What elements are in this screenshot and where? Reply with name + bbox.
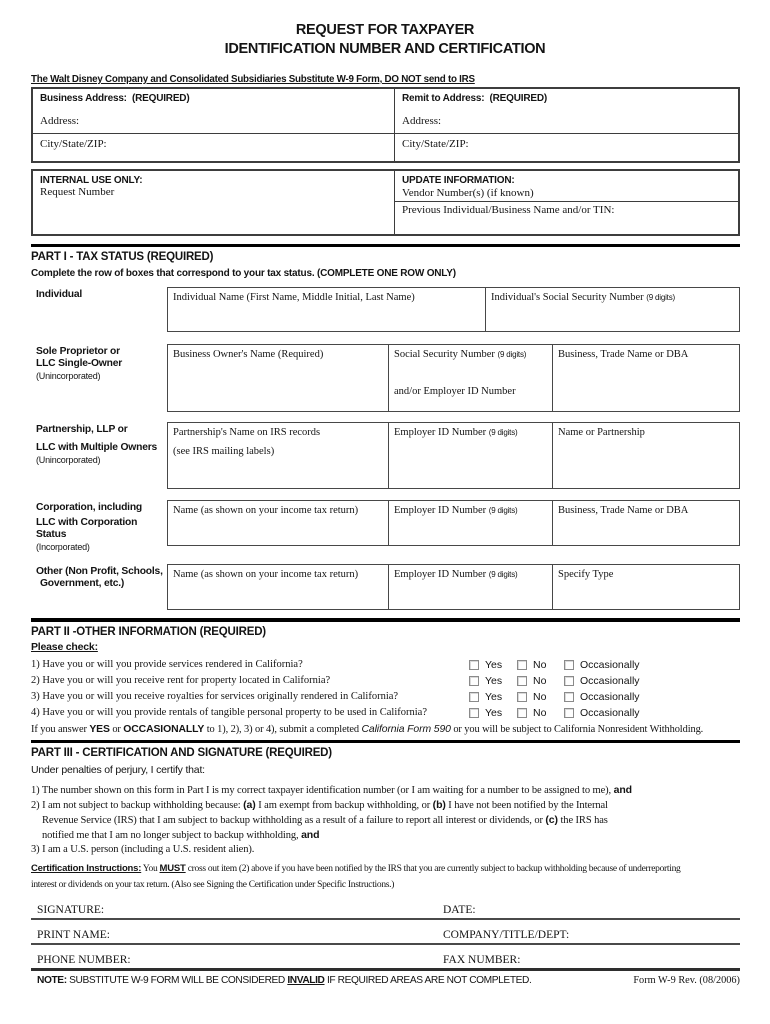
ssn-digits-note: (9 digits) — [646, 293, 675, 302]
footer-row — [31, 975, 740, 986]
partnership-label-line2: LLC with Multiple Owners — [36, 442, 158, 453]
question-row-1 — [31, 657, 740, 673]
please-check-label: Please check: — [31, 641, 98, 653]
business-address-section — [33, 89, 395, 161]
question-row-4 — [31, 705, 740, 721]
update-information-header: UPDATE INFORMATION: — [402, 175, 515, 186]
business-city-label: City/State/ZIP: — [40, 138, 107, 150]
question-1-text: 1) Have you or will you provide services rendered in California? — [31, 659, 303, 670]
form-title — [0, 21, 770, 59]
no-label: No — [533, 707, 547, 719]
q2-no-checkbox[interactable] — [517, 676, 527, 686]
certification-instructions-line2: interest or dividends on your tax return. (Also see Signing the Certification under Specific Instructions.) — [31, 880, 395, 890]
other-name-field[interactable]: Name (as shown on your income tax return) — [168, 565, 389, 609]
certify-item-1: 1) The number shown on this form in Part I is my correct taxpayer identification number (or I am waiting for a number to be assigned to me), and — [31, 784, 632, 796]
individual-name-field[interactable]: Individual Name (First Name, Middle Initial, Last Name) — [168, 288, 486, 331]
part2-divider — [31, 618, 740, 622]
ein-digits-note: (9 digits) — [488, 506, 518, 515]
sole-proprietor-label-line1: Sole Proprietor or — [36, 346, 120, 357]
other-label-line2: Government, etc.) — [40, 578, 125, 589]
sole-proprietor-ssn-ein-field[interactable]: Social Security Number (9 digits) and/or Employer ID Number — [389, 345, 553, 411]
remit-address-header: Remit to Address: — [402, 93, 485, 104]
certify-item-2-line3: notified me that I am no longer subject to backup withholding, and — [42, 829, 320, 841]
individual-ssn-field[interactable]: Individual's Social Security Number (9 digits) — [491, 292, 675, 303]
part3-intro: Under penalties of perjury, I certify that: — [31, 764, 205, 776]
fax-number-label: FAX NUMBER: — [443, 954, 521, 966]
partnership-name-field[interactable]: Partnership's Name on IRS records (see IRS mailing labels) — [168, 423, 389, 488]
remit-address-field[interactable] — [395, 89, 738, 133]
corporation-sublabel: (Incorporated) — [36, 542, 90, 552]
corporation-ein-field[interactable]: Employer ID Number (9 digits) — [389, 501, 553, 545]
partnership-ein-field[interactable]: Employer ID Number (9 digits) — [389, 423, 553, 488]
invalid-note: NOTE: SUBSTITUTE W-9 FORM WILL BE CONSIDERED INVALID IF REQUIRED AREAS ARE NOT COMPLETED. — [37, 975, 532, 986]
question-2-text: 2) Have you or will you receive rent for property located in California? — [31, 675, 331, 686]
q2-occasionally-checkbox[interactable] — [564, 676, 574, 686]
yes-label: Yes — [485, 659, 503, 671]
part1-divider — [31, 244, 740, 247]
part2-footnote: If you answer YES or OCCASIONALLY to 1), 2), 3) or 4), submit a completed California Form 590 or you will be subject to California Nonresident Withholding. — [31, 724, 704, 735]
request-number-label: Request Number — [40, 186, 115, 198]
no-label: No — [533, 659, 547, 671]
q3-yes-checkbox[interactable] — [469, 692, 479, 702]
phone-fax-row[interactable] — [31, 945, 740, 971]
part1-subheading: Complete the row of boxes that correspond to your tax status. (COMPLETE ONE ROW ONLY) — [31, 268, 456, 279]
q3-occasionally-checkbox[interactable] — [564, 692, 574, 702]
part1-row-partnership — [31, 422, 740, 489]
update-information-section — [395, 171, 738, 234]
no-label: No — [533, 691, 547, 703]
question-row-3 — [31, 689, 740, 705]
sole-proprietor-label-line2: LLC Single-Owner — [36, 358, 123, 369]
business-address-label: Address: — [40, 115, 80, 127]
vendor-number-field[interactable]: Vendor Number(s) (if known) — [395, 186, 738, 202]
question-row-2 — [31, 673, 740, 689]
q1-occasionally-checkbox[interactable] — [564, 660, 574, 670]
part3-divider — [31, 740, 740, 743]
remit-address-required: (REQUIRED) — [489, 93, 547, 104]
occasionally-label: Occasionally — [580, 675, 640, 687]
form-revision: Form W-9 Rev. (08/2006) — [633, 975, 740, 986]
remit-address-section — [395, 89, 738, 161]
part3-heading: PART III - CERTIFICATION AND SIGNATURE (REQUIRED) — [31, 747, 332, 759]
partnership-sublabel: (Unincorporated) — [36, 455, 101, 465]
internal-use-field[interactable] — [33, 171, 395, 234]
corporation-label-line1: Corporation, including — [36, 502, 142, 513]
q2-yes-checkbox[interactable] — [469, 676, 479, 686]
part1-row-individual — [31, 287, 740, 332]
business-owner-name-field[interactable]: Business Owner's Name (Required) — [168, 345, 389, 411]
certify-item-2-line2: Revenue Service (IRS) that I am subject to backup withholding as a result of a failure to report all interest or dividends, or (c) the IRS has — [42, 814, 608, 826]
signature-date-row[interactable] — [31, 895, 740, 920]
individual-row-label: Individual — [36, 289, 83, 300]
yes-label: Yes — [485, 707, 503, 719]
q4-occasionally-checkbox[interactable] — [564, 708, 574, 718]
form-subtitle: The Walt Disney Company and Consolidated Subsidiaries Substitute W-9 Form, DO NOT send to IRS — [31, 74, 475, 85]
part1-row-other — [31, 564, 740, 610]
company-title-dept-label: COMPANY/TITLE/DEPT: — [443, 929, 570, 941]
remit-city-label: City/State/ZIP: — [402, 138, 469, 150]
form-title-line1: REQUEST FOR TAXPAYER — [295, 22, 475, 38]
q1-no-checkbox[interactable] — [517, 660, 527, 670]
yes-label: Yes — [485, 675, 503, 687]
form-title-line2: IDENTIFICATION NUMBER AND CERTIFICATION — [224, 41, 546, 57]
other-specify-type-field[interactable]: Specify Type — [558, 569, 614, 580]
ein-digits-note: (9 digits) — [488, 428, 518, 437]
business-city-field[interactable] — [33, 133, 394, 161]
corporation-dba-field[interactable]: Business, Trade Name or DBA — [558, 505, 689, 516]
certification-instructions-line1: Certification Instructions: You MUST cross out item (2) above if you have been notified by the IRS that you are currently subject to backup withholding because of underreporting — [31, 863, 681, 874]
phone-number-label: PHONE NUMBER: — [37, 954, 131, 966]
other-ein-field[interactable]: Employer ID Number (9 digits) — [389, 565, 553, 609]
remit-city-field[interactable] — [395, 133, 738, 161]
yes-label: Yes — [485, 691, 503, 703]
part1-row-sole-proprietor — [31, 344, 740, 412]
business-address-header: Business Address: — [40, 93, 127, 104]
ssn-digits-note: (9 digits) — [497, 350, 527, 359]
part1-heading: PART I - TAX STATUS (REQUIRED) — [31, 251, 214, 263]
date-label: DATE: — [443, 904, 476, 916]
ein-digits-note: (9 digits) — [488, 570, 518, 579]
question-3-text: 3) Have you or will you receive royalties for services originally rendered in California? — [31, 691, 399, 702]
question-4-text: 4) Have you or will you provide rentals of tangible personal property to be used in California? — [31, 707, 427, 718]
corporation-label-line2: LLC with Corporation Status — [36, 517, 138, 540]
q4-yes-checkbox[interactable] — [469, 708, 479, 718]
address-table — [31, 87, 740, 163]
sole-proprietor-dba-field[interactable]: Business, Trade Name or DBA — [558, 349, 689, 360]
certify-item-2-line1: 2) I am not subject to backup withholding because: (a) I am exempt from backup withholding, or (b) I have not been notified by the Internal — [31, 799, 608, 811]
internal-use-header: INTERNAL USE ONLY: — [40, 175, 143, 186]
no-label: No — [533, 675, 547, 687]
internal-update-table — [31, 169, 740, 236]
occasionally-label: Occasionally — [580, 691, 640, 703]
print-name-label: PRINT NAME: — [37, 929, 110, 941]
corporation-name-field[interactable]: Name (as shown on your income tax return) — [168, 501, 389, 545]
previous-name-tin-field[interactable]: Previous Individual/Business Name and/or TIN: — [402, 204, 615, 216]
q3-no-checkbox[interactable] — [517, 692, 527, 702]
q1-yes-checkbox[interactable] — [469, 660, 479, 670]
printname-company-row[interactable] — [31, 920, 740, 945]
occasionally-label: Occasionally — [580, 707, 640, 719]
remit-address-label: Address: — [402, 115, 442, 127]
sole-proprietor-sublabel: (Unincorporated) — [36, 371, 101, 381]
q4-no-checkbox[interactable] — [517, 708, 527, 718]
occasionally-label: Occasionally — [580, 659, 640, 671]
certify-item-3: 3) I am a U.S. person (including a U.S. resident alien). — [31, 844, 255, 855]
business-address-field[interactable] — [33, 89, 394, 133]
part2-heading: PART II -OTHER INFORMATION (REQUIRED) — [31, 626, 266, 638]
business-address-required: (REQUIRED) — [132, 93, 190, 104]
other-label-line1: Other (Non Profit, Schools, — [36, 566, 163, 577]
partnership-label-line1: Partnership, LLP or — [36, 424, 128, 435]
signature-label: SIGNATURE: — [37, 904, 105, 916]
part1-row-corporation — [31, 500, 740, 553]
partnership-altname-field[interactable]: Name or Partnership — [558, 427, 645, 438]
